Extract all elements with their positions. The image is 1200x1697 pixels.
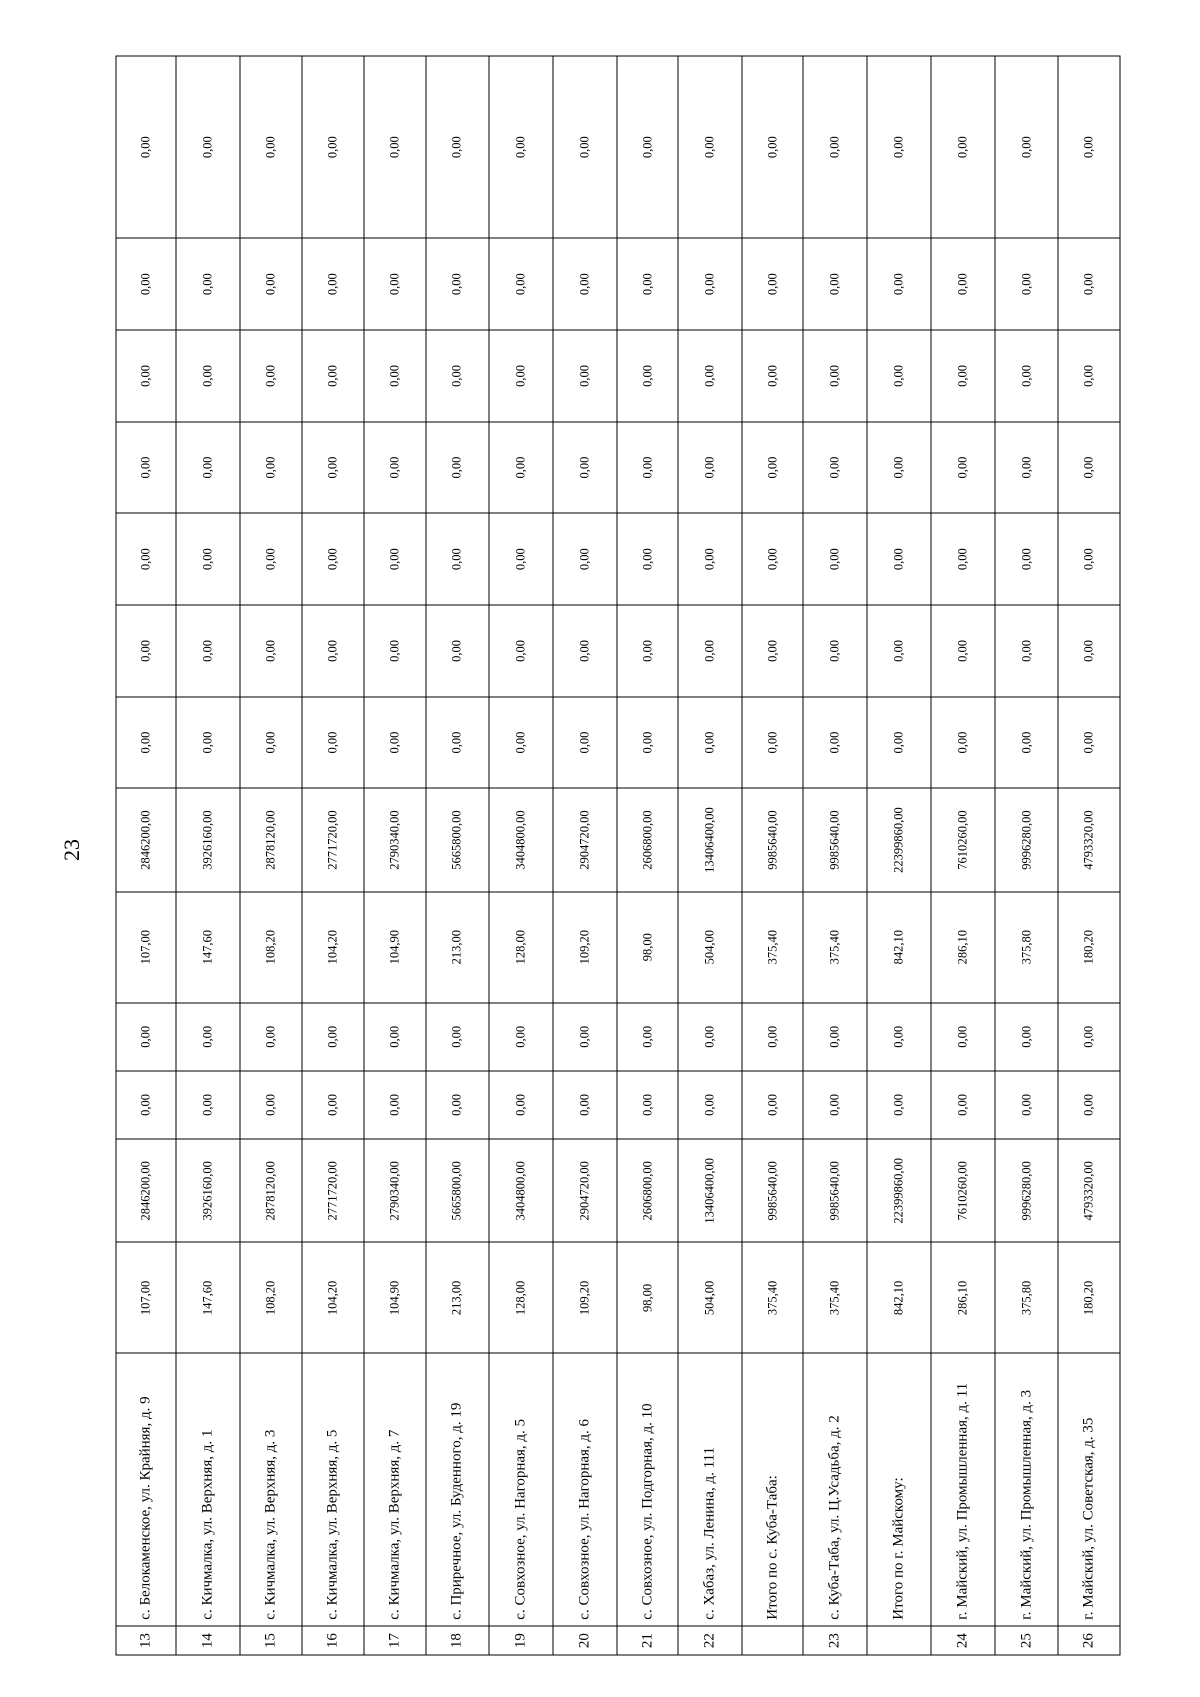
value-cell: 842,10 — [867, 891, 931, 1002]
address-cell: с. Белокаменское, ул. Крайняя, д. 9 — [116, 1353, 176, 1626]
value-cell: 0,00 — [742, 1070, 803, 1138]
value-cell: 0,00 — [867, 330, 931, 422]
value-cell: 0,00 — [742, 605, 803, 697]
value-cell: 0,00 — [364, 330, 425, 422]
table-row — [1058, 56, 1120, 1655]
table-row — [803, 56, 867, 1655]
value-cell: 0,00 — [616, 238, 677, 330]
table-row — [678, 56, 742, 1655]
table-row — [116, 56, 176, 1655]
value-cell: 0,00 — [803, 421, 867, 513]
row-number-cell: 16 — [301, 1626, 364, 1655]
value-cell: 0,00 — [678, 513, 742, 605]
value-cell: 0,00 — [994, 696, 1058, 788]
value-cell: 0,00 — [301, 421, 364, 513]
row-number-cell: 25 — [994, 1626, 1058, 1655]
value-cell: 180,20 — [1058, 1242, 1120, 1353]
address-cell: с. Куба-Таба, ул. Ц.Усадьба, д. 2 — [803, 1353, 867, 1626]
address-cell: г. Майский, ул. Советская, д. 35 — [1058, 1353, 1120, 1626]
value-cell: 9985640,00 — [803, 788, 867, 891]
value-cell: 0,00 — [742, 238, 803, 330]
value-cell: 13406400,00 — [678, 788, 742, 891]
value-cell: 0,00 — [1058, 1002, 1120, 1070]
value-cell: 0,00 — [489, 238, 553, 330]
value-cell: 0,00 — [1058, 513, 1120, 605]
address-cell: с. Кичмалка, ул. Верхняя, д. 1 — [176, 1353, 240, 1626]
value-cell: 108,20 — [240, 1242, 301, 1353]
value-cell: 2904720,00 — [553, 788, 617, 891]
value-cell: 0,00 — [867, 1002, 931, 1070]
value-cell: 180,20 — [1058, 891, 1120, 1002]
value-cell: 0,00 — [616, 696, 677, 788]
value-cell: 104,20 — [301, 891, 364, 1002]
value-cell: 0,00 — [678, 56, 742, 238]
value-cell: 7610260,00 — [930, 788, 994, 891]
value-cell: 0,00 — [742, 56, 803, 238]
value-cell: 0,00 — [116, 513, 176, 605]
value-cell: 0,00 — [867, 513, 931, 605]
value-cell: 375,80 — [994, 1242, 1058, 1353]
row-number-cell: 17 — [364, 1626, 425, 1655]
value-cell: 0,00 — [425, 1070, 489, 1138]
value-cell: 0,00 — [116, 605, 176, 697]
row-number-cell: 21 — [616, 1626, 677, 1655]
value-cell: 0,00 — [489, 1002, 553, 1070]
value-cell: 0,00 — [930, 421, 994, 513]
value-cell: 0,00 — [678, 696, 742, 788]
address-cell: с. Кичмалка, ул. Верхняя, д. 7 — [364, 1353, 425, 1626]
row-number-cell: 15 — [240, 1626, 301, 1655]
row-number-cell: 20 — [553, 1626, 617, 1655]
value-cell: 22399860,00 — [867, 1139, 931, 1242]
value-cell: 0,00 — [1058, 696, 1120, 788]
value-cell: 7610260,00 — [930, 1139, 994, 1242]
value-cell: 0,00 — [364, 1070, 425, 1138]
value-cell: 0,00 — [240, 513, 301, 605]
housing-repair-table — [115, 55, 1120, 1655]
value-cell: 0,00 — [489, 696, 553, 788]
value-cell: 0,00 — [994, 421, 1058, 513]
address-cell: Итого по г. Майскому: — [867, 1353, 931, 1626]
value-cell: 0,00 — [930, 238, 994, 330]
value-cell: 0,00 — [176, 1002, 240, 1070]
value-cell: 0,00 — [678, 605, 742, 697]
value-cell: 0,00 — [553, 56, 617, 238]
value-cell: 0,00 — [930, 56, 994, 238]
value-cell: 0,00 — [489, 513, 553, 605]
value-cell: 375,80 — [994, 891, 1058, 1002]
value-cell: 0,00 — [489, 421, 553, 513]
value-cell: 2606800,00 — [616, 1139, 677, 1242]
value-cell: 286,10 — [930, 1242, 994, 1353]
value-cell: 9985640,00 — [803, 1139, 867, 1242]
value-cell: 4793320,00 — [1058, 1139, 1120, 1242]
row-number-cell: 13 — [116, 1626, 176, 1655]
table-row — [930, 56, 994, 1655]
value-cell: 0,00 — [301, 1070, 364, 1138]
value-cell: 0,00 — [616, 421, 677, 513]
value-cell: 109,20 — [553, 891, 617, 1002]
page-number: 23 — [59, 839, 84, 861]
value-cell: 0,00 — [425, 330, 489, 422]
value-cell: 0,00 — [867, 1070, 931, 1138]
row-number-cell: 26 — [1058, 1626, 1120, 1655]
value-cell: 2846200,00 — [116, 788, 176, 891]
value-cell: 0,00 — [867, 238, 931, 330]
value-cell: 0,00 — [425, 1002, 489, 1070]
value-cell: 0,00 — [616, 513, 677, 605]
table-body — [116, 56, 1120, 1655]
row-number-cell: 22 — [678, 1626, 742, 1655]
table-row — [553, 56, 617, 1655]
value-cell: 0,00 — [116, 238, 176, 330]
value-cell: 9996280,00 — [994, 788, 1058, 891]
address-cell: г. Майский, ул. Промышленная, д. 3 — [994, 1353, 1058, 1626]
value-cell: 504,00 — [678, 891, 742, 1002]
address-cell: г. Майский, ул. Промышленная, д. 11 — [930, 1353, 994, 1626]
value-cell: 0,00 — [1058, 56, 1120, 238]
table-row — [176, 56, 240, 1655]
value-cell: 147,60 — [176, 1242, 240, 1353]
value-cell: 375,40 — [803, 1242, 867, 1353]
value-cell: 0,00 — [425, 605, 489, 697]
value-cell: 0,00 — [867, 696, 931, 788]
value-cell: 2606800,00 — [616, 788, 677, 891]
value-cell: 0,00 — [678, 238, 742, 330]
value-cell: 0,00 — [803, 238, 867, 330]
value-cell: 0,00 — [994, 56, 1058, 238]
value-cell: 0,00 — [742, 513, 803, 605]
value-cell: 0,00 — [867, 605, 931, 697]
value-cell: 0,00 — [930, 1070, 994, 1138]
value-cell: 104,90 — [364, 1242, 425, 1353]
value-cell: 375,40 — [742, 1242, 803, 1353]
value-cell: 286,10 — [930, 891, 994, 1002]
value-cell: 0,00 — [425, 696, 489, 788]
value-cell: 0,00 — [553, 605, 617, 697]
value-cell: 2904720,00 — [553, 1139, 617, 1242]
value-cell: 22399860,00 — [867, 788, 931, 891]
value-cell: 0,00 — [553, 696, 617, 788]
value-cell: 0,00 — [553, 238, 617, 330]
value-cell: 0,00 — [678, 1070, 742, 1138]
value-cell: 0,00 — [553, 513, 617, 605]
value-cell: 0,00 — [176, 513, 240, 605]
value-cell: 0,00 — [364, 605, 425, 697]
table-row — [489, 56, 553, 1655]
value-cell: 0,00 — [867, 421, 931, 513]
value-cell: 0,00 — [1058, 605, 1120, 697]
value-cell: 0,00 — [742, 330, 803, 422]
value-cell: 2790340,00 — [364, 1139, 425, 1242]
value-cell: 0,00 — [240, 330, 301, 422]
value-cell: 213,00 — [425, 1242, 489, 1353]
row-number-cell: 23 — [803, 1626, 867, 1655]
value-cell: 0,00 — [994, 605, 1058, 697]
value-cell: 2878120,00 — [240, 788, 301, 891]
value-cell: 0,00 — [930, 330, 994, 422]
address-cell: с. Кичмалка, ул. Верхняя, д. 5 — [301, 1353, 364, 1626]
value-cell: 0,00 — [803, 1070, 867, 1138]
value-cell: 0,00 — [553, 1002, 617, 1070]
value-cell: 0,00 — [994, 238, 1058, 330]
row-number-cell: 18 — [425, 1626, 489, 1655]
value-cell: 0,00 — [301, 1002, 364, 1070]
row-number-cell: 19 — [489, 1626, 553, 1655]
value-cell: 375,40 — [742, 891, 803, 1002]
value-cell: 3926160,00 — [176, 788, 240, 891]
value-cell: 0,00 — [176, 1070, 240, 1138]
value-cell: 2771720,00 — [301, 1139, 364, 1242]
address-cell: с. Приречное, ул. Буденного, д. 19 — [425, 1353, 489, 1626]
value-cell: 0,00 — [553, 1070, 617, 1138]
value-cell: 0,00 — [803, 56, 867, 238]
value-cell: 108,20 — [240, 891, 301, 1002]
value-cell: 0,00 — [489, 605, 553, 697]
value-cell: 5665800,00 — [425, 1139, 489, 1242]
value-cell: 0,00 — [930, 1002, 994, 1070]
value-cell: 0,00 — [616, 56, 677, 238]
value-cell: 0,00 — [176, 421, 240, 513]
address-cell: с. Совхозное, ул. Нагорная, д. 6 — [553, 1353, 617, 1626]
table-row — [240, 56, 301, 1655]
value-cell: 98,00 — [616, 891, 677, 1002]
value-cell: 0,00 — [616, 1070, 677, 1138]
value-cell: 0,00 — [240, 238, 301, 330]
value-cell: 13406400,00 — [678, 1139, 742, 1242]
value-cell: 0,00 — [176, 56, 240, 238]
value-cell: 0,00 — [364, 421, 425, 513]
value-cell: 0,00 — [176, 605, 240, 697]
value-cell: 0,00 — [116, 56, 176, 238]
value-cell: 0,00 — [301, 56, 364, 238]
value-cell: 0,00 — [742, 421, 803, 513]
value-cell: 213,00 — [425, 891, 489, 1002]
value-cell: 0,00 — [1058, 421, 1120, 513]
value-cell: 2878120,00 — [240, 1139, 301, 1242]
value-cell: 0,00 — [176, 238, 240, 330]
value-cell: 2790340,00 — [364, 788, 425, 891]
value-cell: 104,20 — [301, 1242, 364, 1353]
address-cell: с. Совхозное, ул. Подгорная, д. 10 — [616, 1353, 677, 1626]
value-cell: 0,00 — [742, 696, 803, 788]
value-cell: 375,40 — [803, 891, 867, 1002]
value-cell: 0,00 — [930, 605, 994, 697]
value-cell: 0,00 — [116, 421, 176, 513]
address-cell: с. Хабаз, ул. Ленина, д. 111 — [678, 1353, 742, 1626]
value-cell: 0,00 — [364, 1002, 425, 1070]
rotated-table-container — [115, 55, 1120, 1655]
table-row — [867, 56, 931, 1655]
value-cell: 107,00 — [116, 1242, 176, 1353]
value-cell: 0,00 — [301, 513, 364, 605]
value-cell: 0,00 — [1058, 1070, 1120, 1138]
value-cell: 0,00 — [616, 1002, 677, 1070]
address-cell: с. Кичмалка, ул. Верхняя, д. 3 — [240, 1353, 301, 1626]
value-cell: 0,00 — [240, 56, 301, 238]
value-cell: 0,00 — [994, 513, 1058, 605]
value-cell: 147,60 — [176, 891, 240, 1002]
value-cell: 0,00 — [1058, 330, 1120, 422]
table-row — [364, 56, 425, 1655]
table-row — [616, 56, 677, 1655]
address-cell: Итого по с. Куба-Таба: — [742, 1353, 803, 1626]
value-cell: 0,00 — [176, 696, 240, 788]
value-cell: 0,00 — [425, 56, 489, 238]
value-cell: 0,00 — [489, 330, 553, 422]
value-cell: 0,00 — [364, 696, 425, 788]
value-cell: 107,00 — [116, 891, 176, 1002]
value-cell: 0,00 — [425, 513, 489, 605]
value-cell: 0,00 — [364, 513, 425, 605]
table-row — [301, 56, 364, 1655]
value-cell: 128,00 — [489, 891, 553, 1002]
value-cell: 0,00 — [803, 696, 867, 788]
value-cell: 0,00 — [930, 513, 994, 605]
value-cell: 128,00 — [489, 1242, 553, 1353]
value-cell: 0,00 — [553, 421, 617, 513]
row-number-cell — [867, 1626, 931, 1655]
value-cell: 9985640,00 — [742, 788, 803, 891]
value-cell: 0,00 — [240, 1070, 301, 1138]
value-cell: 0,00 — [678, 330, 742, 422]
address-cell: с. Совхозное, ул. Нагорная, д. 5 — [489, 1353, 553, 1626]
value-cell: 0,00 — [489, 1070, 553, 1138]
value-cell: 0,00 — [616, 605, 677, 697]
value-cell: 0,00 — [240, 605, 301, 697]
value-cell: 2771720,00 — [301, 788, 364, 891]
value-cell: 0,00 — [240, 1002, 301, 1070]
value-cell: 0,00 — [301, 605, 364, 697]
value-cell: 3404800,00 — [489, 788, 553, 891]
value-cell: 0,00 — [994, 330, 1058, 422]
value-cell: 98,00 — [616, 1242, 677, 1353]
value-cell: 0,00 — [867, 56, 931, 238]
value-cell: 0,00 — [240, 421, 301, 513]
value-cell: 0,00 — [301, 238, 364, 330]
value-cell: 2846200,00 — [116, 1139, 176, 1242]
value-cell: 0,00 — [425, 421, 489, 513]
value-cell: 9985640,00 — [742, 1139, 803, 1242]
value-cell: 504,00 — [678, 1242, 742, 1353]
value-cell: 0,00 — [678, 421, 742, 513]
value-cell: 0,00 — [301, 330, 364, 422]
value-cell: 109,20 — [553, 1242, 617, 1353]
value-cell: 0,00 — [364, 238, 425, 330]
value-cell: 0,00 — [803, 513, 867, 605]
value-cell: 0,00 — [116, 1002, 176, 1070]
value-cell: 0,00 — [994, 1002, 1058, 1070]
value-cell: 0,00 — [116, 1070, 176, 1138]
value-cell: 0,00 — [803, 605, 867, 697]
value-cell: 0,00 — [1058, 238, 1120, 330]
value-cell: 0,00 — [553, 330, 617, 422]
value-cell: 0,00 — [176, 330, 240, 422]
row-number-cell: 24 — [930, 1626, 994, 1655]
value-cell: 0,00 — [425, 238, 489, 330]
value-cell: 0,00 — [930, 696, 994, 788]
value-cell: 0,00 — [616, 330, 677, 422]
table-row — [425, 56, 489, 1655]
row-number-cell: 14 — [176, 1626, 240, 1655]
value-cell: 0,00 — [301, 696, 364, 788]
value-cell: 842,10 — [867, 1242, 931, 1353]
row-number-cell — [742, 1626, 803, 1655]
value-cell: 0,00 — [803, 1002, 867, 1070]
value-cell: 0,00 — [116, 696, 176, 788]
value-cell: 0,00 — [678, 1002, 742, 1070]
value-cell: 0,00 — [364, 56, 425, 238]
value-cell: 0,00 — [489, 56, 553, 238]
value-cell: 104,90 — [364, 891, 425, 1002]
value-cell: 3926160,00 — [176, 1139, 240, 1242]
value-cell: 0,00 — [994, 1070, 1058, 1138]
value-cell: 0,00 — [803, 330, 867, 422]
value-cell: 0,00 — [116, 330, 176, 422]
value-cell: 9996280,00 — [994, 1139, 1058, 1242]
table-row — [994, 56, 1058, 1655]
value-cell: 5665800,00 — [425, 788, 489, 891]
value-cell: 4793320,00 — [1058, 788, 1120, 891]
value-cell: 0,00 — [240, 696, 301, 788]
value-cell: 3404800,00 — [489, 1139, 553, 1242]
value-cell: 0,00 — [742, 1002, 803, 1070]
table-row — [742, 56, 803, 1655]
